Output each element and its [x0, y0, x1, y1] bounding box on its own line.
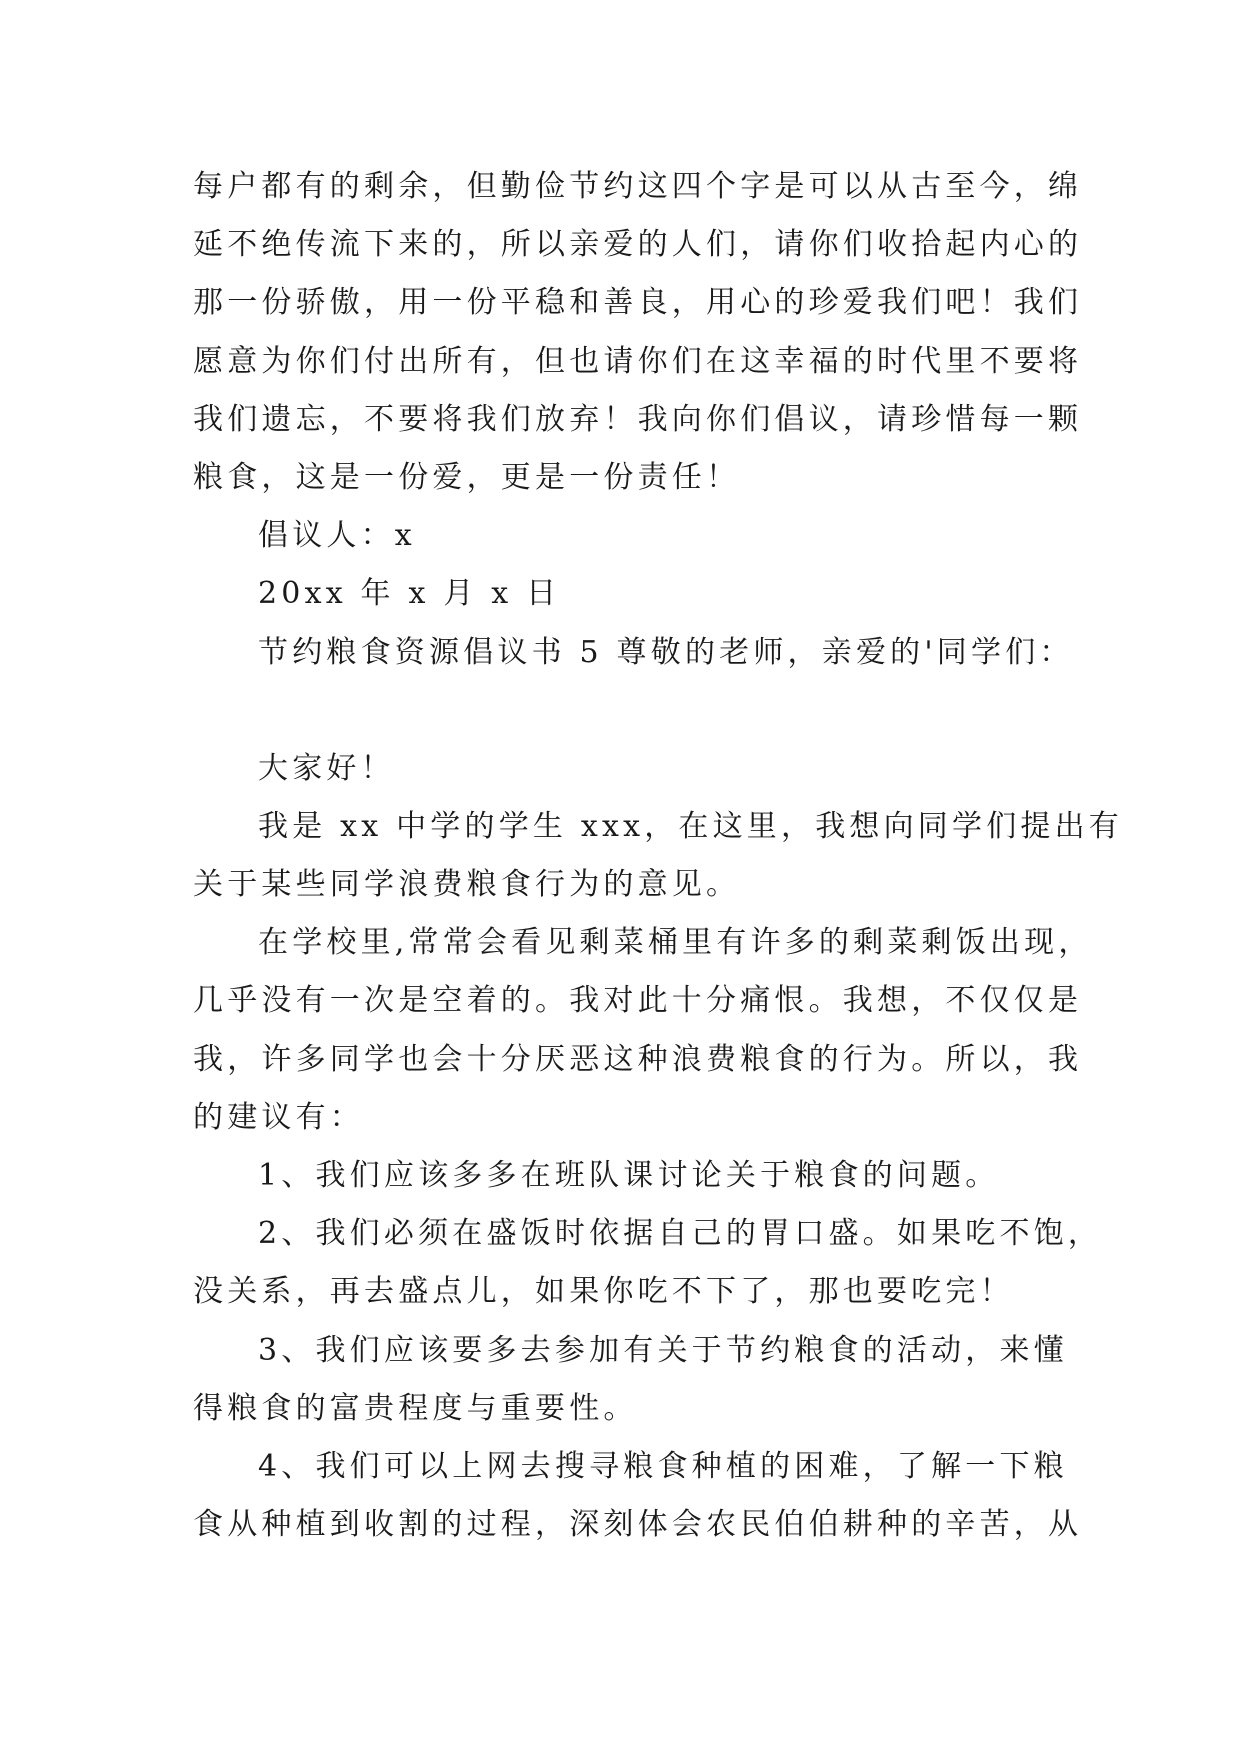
list-item: 3、我们应该要多去参加有关于节约粮食的活动，来懂	[258, 1332, 1068, 1368]
list-item: 1、我们应该多多在班队课讨论关于粮食的问题。	[258, 1158, 1000, 1193]
section-heading: 节约粮食资源倡议书 5 尊敬的老师，亲爱的'同学们：	[258, 634, 1074, 670]
text-line: 延不绝传流下来的，所以亲爱的人们，请你们收拾起内心的	[193, 227, 1083, 263]
text-line: 的建议有：	[193, 1099, 364, 1135]
blank-line	[193, 682, 1053, 740]
signature-proposer: 倡议人：x	[258, 518, 416, 554]
text-line: 我，许多同学也会十分厌恶这种浪费粮食的行为。所以，我	[193, 1041, 1083, 1077]
signature-date: 20xx 年 x 月 x 日	[258, 576, 561, 612]
text-line: 愿意为你们付出所有，但也请你们在这幸福的时代里不要将	[193, 343, 1083, 379]
text-line: 得粮食的富贵程度与重要性。	[193, 1390, 638, 1426]
greeting: 大家好！	[258, 750, 395, 786]
text-line: 没关系，再去盛点儿，如果你吃不下了，那也要吃完！	[193, 1274, 1014, 1310]
text-line: 每户都有的剩余，但勤俭节约这四个字是可以从古至今，绵	[193, 169, 1083, 204]
text-line: 那一份骄傲，用一份平稳和善良，用心的珍爱我们吧！我们	[193, 285, 1083, 321]
list-item: 4、我们可以上网去搜寻粮食种植的困难，了解一下粮	[258, 1448, 1068, 1484]
text-line: 我们遗忘，不要将我们放弃！我向你们倡议，请珍惜每一颗	[193, 401, 1083, 437]
text-line: 在学校里,常常会看见剩菜桶里有许多的剩菜剩饭出现，	[258, 925, 1093, 961]
document-body	[193, 158, 1124, 1554]
text-line: 粮食，这是一份爱，更是一份责任！	[193, 459, 741, 495]
text-line: 几乎没有一次是空着的。我对此十分痛恨。我想，不仅仅是	[193, 983, 1083, 1019]
text-line: 我是 xx 中学的学生 xxx，在这里，我想向同学们提出有	[258, 808, 1124, 844]
text-line: 食从种植到收割的过程，深刻体会农民伯伯耕种的辛苦，从	[193, 1507, 1083, 1543]
list-item: 2、我们必须在盛饭时依据自己的胃口盛。如果吃不饱，	[258, 1216, 1103, 1252]
text-line: 关于某些同学浪费粮食行为的意见。	[193, 867, 741, 903]
